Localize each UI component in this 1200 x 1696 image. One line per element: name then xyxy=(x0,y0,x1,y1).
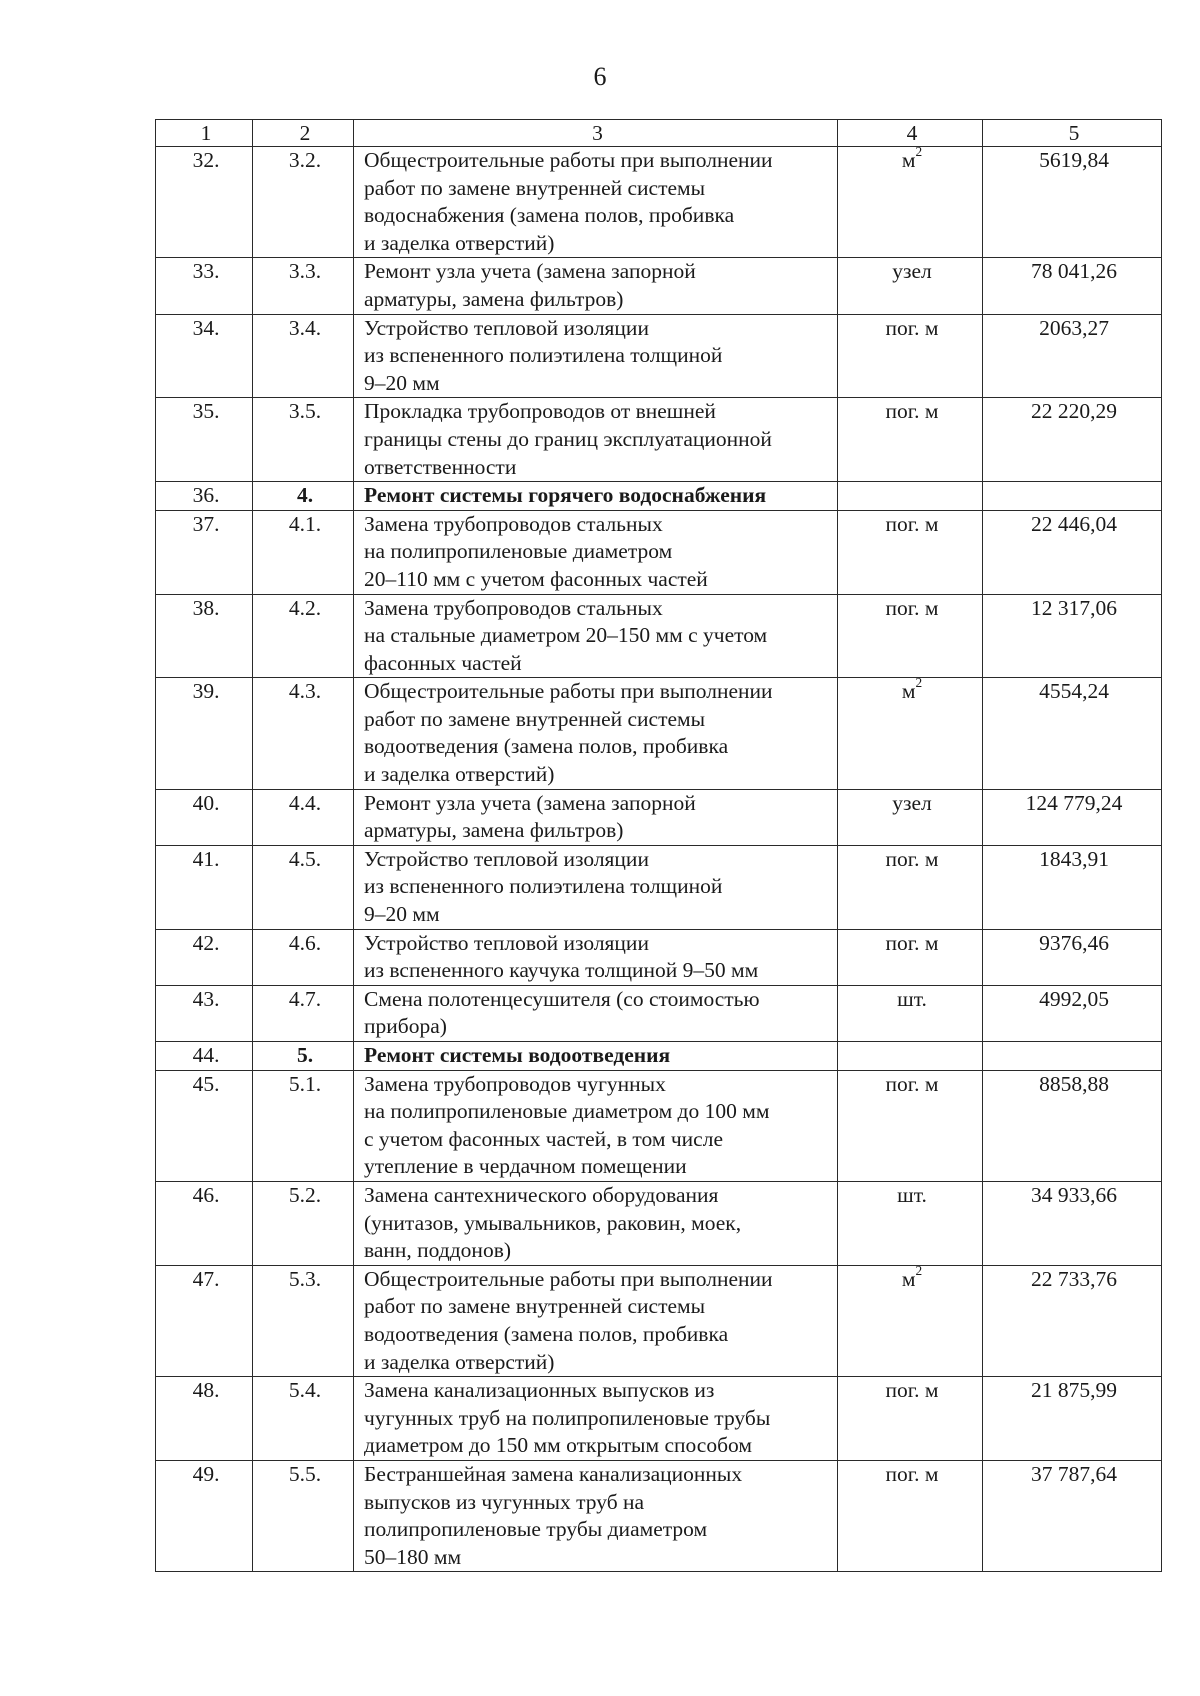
unit-label: пог. м xyxy=(885,315,939,340)
table-row xyxy=(156,1265,1162,1376)
description-line: Бестраншейная замена канализационных xyxy=(364,1461,743,1486)
item-code: 4.1. xyxy=(253,510,354,594)
item-code: 4.6. xyxy=(253,929,354,985)
row-number: 46. xyxy=(156,1181,253,1265)
item-code: 3.5. xyxy=(253,398,354,482)
unit-label: пог. м xyxy=(885,1378,939,1403)
unit-cell xyxy=(838,1181,983,1265)
description-line: (унитазов, умывальников, раковин, моек, xyxy=(364,1210,742,1235)
unit-label: пог. м xyxy=(885,930,939,955)
item-description xyxy=(354,314,838,398)
description-line: ответственности xyxy=(364,454,517,479)
table-body xyxy=(156,120,1162,1572)
value-cell: 9376,46 xyxy=(983,929,1162,985)
table-row xyxy=(156,147,1162,258)
description-line: арматуры, замена фильтров) xyxy=(364,286,624,311)
unit-cell xyxy=(838,594,983,678)
unit-cell xyxy=(838,510,983,594)
unit-label: узел xyxy=(892,259,932,284)
table-row xyxy=(156,1070,1162,1181)
description-line: арматуры, замена фильтров) xyxy=(364,818,624,843)
value-cell: 34 933,66 xyxy=(983,1181,1162,1265)
row-number: 33. xyxy=(156,258,253,314)
unit-cell xyxy=(838,144,983,258)
item-code: 5.3. xyxy=(253,1265,354,1376)
item-code: 5.2. xyxy=(253,1181,354,1265)
description-line: водоснабжения (замена полов, пробивка xyxy=(364,203,735,228)
unit-label: узел xyxy=(892,790,932,815)
description-line: с учетом фасонных частей, в том числе xyxy=(364,1126,723,1151)
row-number: 39. xyxy=(156,678,253,789)
table-row xyxy=(156,258,1162,314)
row-number: 38. xyxy=(156,594,253,678)
description-line: работ по замене внутренней системы xyxy=(364,175,706,200)
works-table xyxy=(155,119,1162,1572)
item-code: 4.5. xyxy=(253,845,354,929)
unit-label: пог. м xyxy=(885,1461,939,1486)
description-line: Прокладка трубопроводов от внешней xyxy=(364,399,716,424)
table-row xyxy=(156,789,1162,845)
row-number: 36. xyxy=(156,482,253,511)
description-line: на полипропиленовые диаметром до 100 мм xyxy=(364,1099,770,1124)
column-header-3: 3 xyxy=(354,120,838,147)
description-line: выпусков из чугунных труб на xyxy=(364,1489,645,1514)
unit-cell xyxy=(838,1042,983,1071)
item-description xyxy=(354,845,838,929)
row-number: 43. xyxy=(156,985,253,1041)
value-cell: 1843,91 xyxy=(983,845,1162,929)
description-line: работ по замене внутренней системы xyxy=(364,1294,706,1319)
item-description xyxy=(354,1460,838,1571)
unit-label: пог. м xyxy=(885,511,939,536)
page-number: 6 xyxy=(593,62,607,91)
column-header-2: 2 xyxy=(253,120,354,147)
item-description xyxy=(354,985,838,1041)
item-code: 3.2. xyxy=(253,147,354,258)
item-code: 5.4. xyxy=(253,1377,354,1461)
description-line: и заделка отверстий) xyxy=(364,762,555,787)
value-cell: 22 733,76 xyxy=(983,1265,1162,1376)
item-description xyxy=(354,929,838,985)
description-line: диаметром до 150 мм открытым способом xyxy=(364,1433,752,1458)
item-code: 5.1. xyxy=(253,1070,354,1181)
item-description xyxy=(354,678,838,789)
item-code: 4.2. xyxy=(253,594,354,678)
item-code: 4.3. xyxy=(253,678,354,789)
description-line: фасонных частей xyxy=(364,650,522,675)
description-line: из вспененного каучука толщиной 9–50 мм xyxy=(364,958,759,983)
unit-label: пог. м xyxy=(885,595,939,620)
item-code: 4.7. xyxy=(253,985,354,1041)
value-cell: 21 875,99 xyxy=(983,1377,1162,1461)
description-line: Общестроительные работы при выполнении xyxy=(364,679,773,704)
value-cell: 5619,84 xyxy=(983,147,1162,258)
description-line: прибора) xyxy=(364,1014,447,1039)
table-row xyxy=(156,1460,1162,1571)
row-number: 35. xyxy=(156,398,253,482)
item-code: 4. xyxy=(253,482,354,511)
table-row xyxy=(156,985,1162,1041)
description-line: водоотведения (замена полов, пробивка xyxy=(364,1321,729,1346)
description-line: Замена канализационных выпусков из xyxy=(364,1378,715,1403)
description-line: водоотведения (замена полов, пробивка xyxy=(364,734,729,759)
row-number: 41. xyxy=(156,845,253,929)
unit-label: пог. м xyxy=(885,846,939,871)
table-row xyxy=(156,594,1162,678)
value-cell: 2063,27 xyxy=(983,314,1162,398)
description-line: Замена трубопроводов чугунных xyxy=(364,1071,666,1096)
unit-cell xyxy=(838,929,983,985)
unit-label: пог. м xyxy=(885,1071,939,1096)
row-number: 49. xyxy=(156,1460,253,1571)
item-code: 5.5. xyxy=(253,1460,354,1571)
description-line: Ремонт системы горячего водоснабжения xyxy=(364,483,767,508)
table-row xyxy=(156,929,1162,985)
description-line: ванн, поддонов) xyxy=(364,1238,512,1263)
item-description xyxy=(354,258,838,314)
table-row xyxy=(156,1377,1162,1461)
row-number: 37. xyxy=(156,510,253,594)
row-number: 45. xyxy=(156,1070,253,1181)
item-description xyxy=(354,510,838,594)
item-code: 4.4. xyxy=(253,789,354,845)
description-line: чугунных труб на полипропиленовые трубы xyxy=(364,1405,771,1430)
row-number: 40. xyxy=(156,789,253,845)
description-line: границы стены до границ эксплуатационной xyxy=(364,426,772,451)
value-cell: 22 446,04 xyxy=(983,510,1162,594)
unit-cell xyxy=(838,985,983,1041)
description-line: и заделка отверстий) xyxy=(364,1349,555,1374)
table-row xyxy=(156,314,1162,398)
description-line: 9–20 мм xyxy=(364,370,440,395)
table-row xyxy=(156,845,1162,929)
unit-cell xyxy=(838,1262,983,1376)
description-line: Ремонт системы водоотведения xyxy=(364,1043,671,1067)
table-row xyxy=(156,678,1162,789)
column-header-1: 1 xyxy=(156,120,253,147)
unit-cell xyxy=(838,1070,983,1181)
description-line: из вспененного полиэтилена толщиной xyxy=(364,874,723,899)
row-number: 32. xyxy=(156,147,253,258)
description-line: Устройство тепловой изоляции xyxy=(364,930,649,955)
table-row xyxy=(156,398,1162,482)
section-row xyxy=(156,1042,1162,1071)
unit-cell xyxy=(838,845,983,929)
table-row xyxy=(156,1181,1162,1265)
item-description xyxy=(354,398,838,482)
item-code: 3.3. xyxy=(253,258,354,314)
item-description xyxy=(354,1181,838,1265)
value-cell: 37 787,64 xyxy=(983,1460,1162,1571)
value-cell: 4554,24 xyxy=(983,678,1162,789)
column-header-4: 4 xyxy=(838,120,983,147)
row-number: 48. xyxy=(156,1377,253,1461)
row-number: 44. xyxy=(156,1042,253,1071)
section-row xyxy=(156,482,1162,511)
row-number: 47. xyxy=(156,1265,253,1376)
unit-label: м xyxy=(901,1266,916,1291)
value-cell: 8858,88 xyxy=(983,1070,1162,1181)
description-line: Общестроительные работы при выполнении xyxy=(364,148,773,172)
description-line: 9–20 мм xyxy=(364,902,440,927)
value-cell: 4992,05 xyxy=(983,985,1162,1041)
value-cell: 22 220,29 xyxy=(983,398,1162,482)
description-line: из вспененного полиэтилена толщиной xyxy=(364,343,723,368)
description-line: работ по замене внутренней системы xyxy=(364,706,706,731)
item-code: 3.4. xyxy=(253,314,354,398)
unit-cell xyxy=(838,314,983,398)
description-line: и заделка отверстий) xyxy=(364,230,555,255)
description-line: Устройство тепловой изоляции xyxy=(364,846,649,871)
item-description xyxy=(354,789,838,845)
unit-exponent: 2 xyxy=(915,675,923,691)
unit-cell xyxy=(838,1460,983,1571)
description-line: утепление в чердачном помещении xyxy=(364,1154,687,1179)
item-code: 5. xyxy=(253,1042,354,1071)
unit-label: м xyxy=(901,148,916,172)
description-line: 20–110 мм с учетом фасонных частей xyxy=(364,566,708,591)
unit-cell xyxy=(838,675,983,789)
description-line: Смена полотенцесушителя (со стоимостью xyxy=(364,986,760,1011)
item-description xyxy=(354,1070,838,1181)
description-line: Замена сантехнического оборудования xyxy=(364,1182,719,1207)
value-cell xyxy=(983,1042,1162,1071)
row-number: 42. xyxy=(156,929,253,985)
description-line: на полипропиленовые диаметром xyxy=(364,539,673,564)
row-number: 34. xyxy=(156,314,253,398)
description-line: полипропиленовые трубы диаметром xyxy=(364,1517,708,1542)
unit-cell xyxy=(838,258,983,314)
description-line: Общестроительные работы при выполнении xyxy=(364,1266,773,1291)
unit-cell xyxy=(838,789,983,845)
value-cell: 12 317,06 xyxy=(983,594,1162,678)
unit-label: шт. xyxy=(897,986,927,1011)
value-cell: 78 041,26 xyxy=(983,258,1162,314)
unit-label: шт. xyxy=(897,1182,927,1207)
description-line: Ремонт узла учета (замена запорной xyxy=(364,259,696,284)
item-description xyxy=(354,147,838,258)
item-description xyxy=(354,594,838,678)
description-line: Замена трубопроводов стальных xyxy=(364,595,663,620)
column-header-5: 5 xyxy=(983,120,1162,147)
value-cell: 124 779,24 xyxy=(983,789,1162,845)
unit-label: пог. м xyxy=(885,399,939,424)
description-line: Ремонт узла учета (замена запорной xyxy=(364,790,696,815)
description-line: на стальные диаметром 20–150 мм с учетом xyxy=(364,623,768,648)
table-row xyxy=(156,510,1162,594)
item-description xyxy=(354,1377,838,1461)
unit-cell xyxy=(838,398,983,482)
unit-exponent: 2 xyxy=(915,1262,923,1278)
unit-cell xyxy=(838,1377,983,1461)
item-description xyxy=(354,1265,838,1376)
unit-cell xyxy=(838,482,983,511)
value-cell xyxy=(983,482,1162,511)
unit-exponent: 2 xyxy=(915,144,923,160)
section-title xyxy=(354,482,838,511)
description-line: Устройство тепловой изоляции xyxy=(364,315,649,340)
unit-label: м xyxy=(901,679,916,704)
description-line: 50–180 мм xyxy=(364,1544,462,1569)
column-header-row xyxy=(156,120,1162,147)
description-line: Замена трубопроводов стальных xyxy=(364,511,663,536)
section-title xyxy=(354,1042,838,1071)
